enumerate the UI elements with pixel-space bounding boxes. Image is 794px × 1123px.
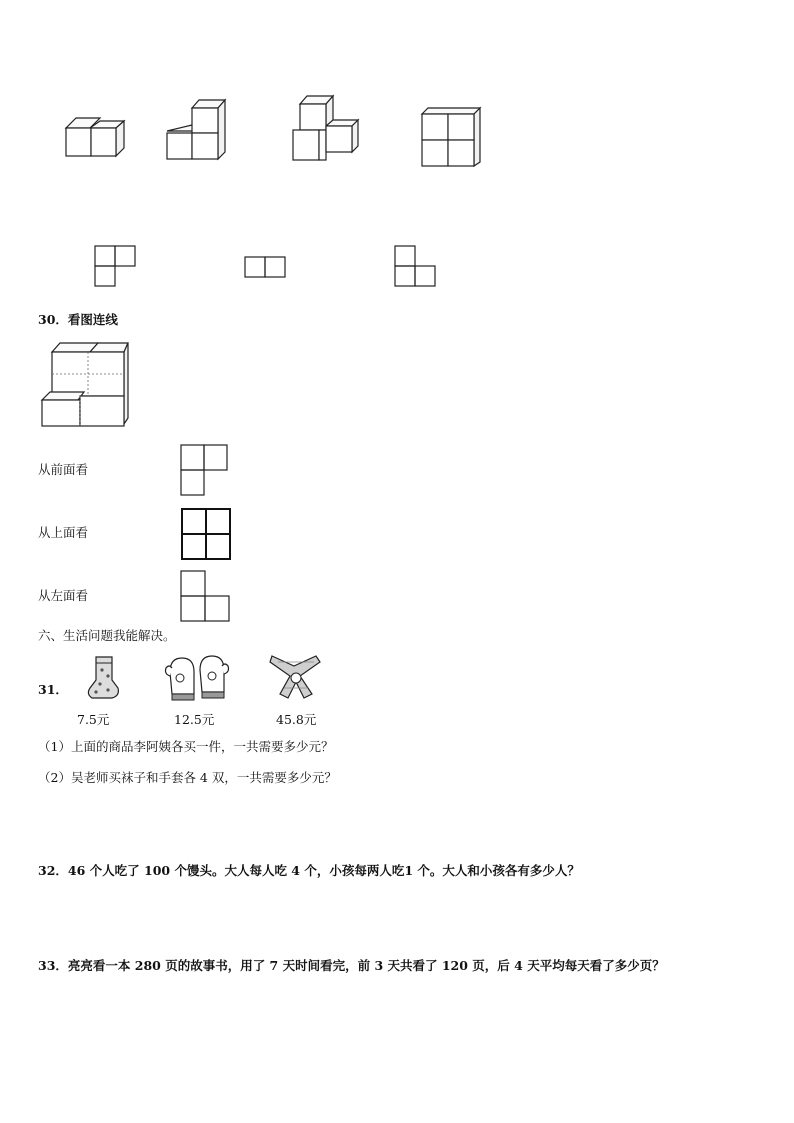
price-sock: 7.5元 xyxy=(77,712,110,727)
label-front-view: 从前面看 xyxy=(38,462,89,477)
label-left-view: 从左面看 xyxy=(38,588,89,603)
price-mittens: 12.5元 xyxy=(174,712,215,727)
sock-icon xyxy=(82,654,122,702)
view-shape-1 xyxy=(94,245,138,289)
view-shape-3 xyxy=(394,245,438,289)
view-shape-2 xyxy=(244,256,288,280)
cube-solid-2 xyxy=(162,98,232,162)
price-scarf: 45.8元 xyxy=(276,712,317,727)
q30-title: 30．看图连线 xyxy=(38,312,118,327)
top-view-shape xyxy=(180,507,232,561)
q33-text: 33．亮亮看一本 280 页的故事书，用了 7 天时间看完，前 3 天共看了 120 页，后 4 天平均每天看了多少页？ xyxy=(38,958,665,973)
q31-sub1: （1）上面的商品李阿姨各买一件，一共需要多少元？ xyxy=(38,739,334,754)
scarf-icon xyxy=(268,652,324,702)
q31-number: 31． xyxy=(38,682,68,697)
cube-solid-3 xyxy=(290,94,366,164)
section6-title: 六、生活问题我能解决。 xyxy=(38,628,176,643)
mittens-icon xyxy=(164,654,232,702)
q32-text: 32．46 个人吃了 100 个馒头。大人每人吃 4 个，小孩每两人吃1 个。大人和小孩各有多少人？ xyxy=(38,863,580,878)
front-view-shape xyxy=(180,444,230,496)
q31-sub2: （2）吴老师买袜子和手套各 4 双，一共需要多少元？ xyxy=(38,770,337,785)
cube-solid-4 xyxy=(418,104,488,170)
cube-solid-1 xyxy=(60,108,130,160)
left-view-shape xyxy=(180,570,232,624)
label-top-view: 从上面看 xyxy=(38,525,89,540)
q30-solid xyxy=(38,340,132,428)
